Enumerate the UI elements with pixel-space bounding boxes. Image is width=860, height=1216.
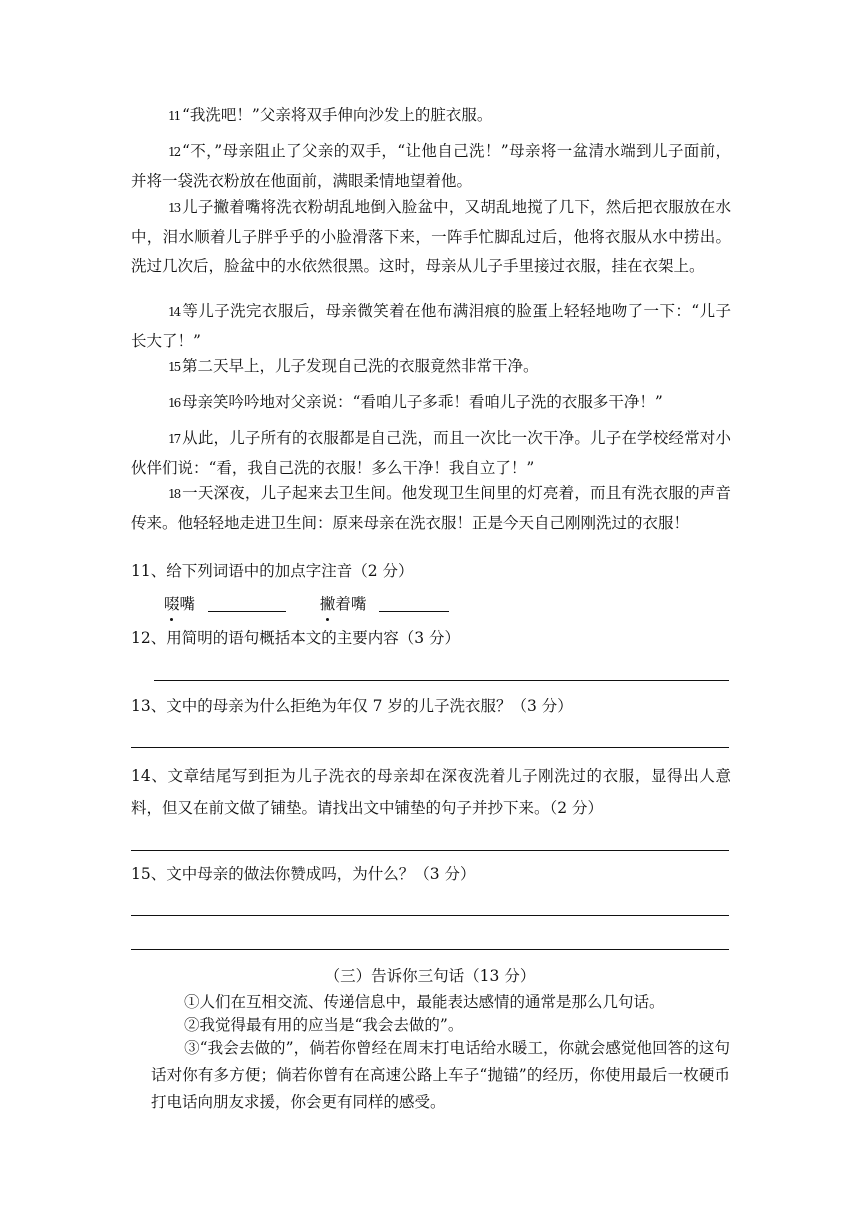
paragraph-text: 第二天早上，儿子发现自己洗的衣服竟然非常干净。 <box>182 357 539 375</box>
paragraph-number: 15 <box>168 360 180 374</box>
paragraph-13 <box>131 193 731 281</box>
paragraph-15 <box>131 352 731 382</box>
paragraph-number: 11 <box>168 109 180 123</box>
paragraph-16 <box>131 388 731 418</box>
paragraph-number: 14 <box>168 305 180 319</box>
paragraph-12 <box>131 137 731 196</box>
question-15: 15、文中母亲的做法你赞成吗，为什么？（3 分） <box>131 865 476 883</box>
answer-blank-1[interactable] <box>208 597 286 612</box>
paragraph-14 <box>131 297 731 356</box>
paragraph-number: 18 <box>168 487 180 501</box>
dotted-character: 撇 <box>320 590 336 619</box>
section-title: （三）告诉你三句话（13 分） <box>324 967 536 985</box>
answer-line-13[interactable] <box>131 747 729 748</box>
question-11: 11、给下列词语中的加点字注音（2 分） <box>131 562 414 580</box>
word-remainder: 嘴 <box>179 595 196 613</box>
pinyin-answer-row <box>164 590 449 619</box>
dotted-character: 啜 <box>164 590 180 619</box>
paragraph-text: 等儿子洗完衣服后，母亲微笑着在他布满泪痕的脸蛋上轻轻地吻了一下：“儿子长大了！” <box>131 302 731 350</box>
answer-line-15a[interactable] <box>131 915 729 916</box>
question-14: 14、文章结尾写到拒为儿子洗衣的母亲却在深夜洗着儿子刚洗过的衣服，显得出人意料，但又在前文做了铺垫。请找出文中铺垫的句子并抄下来。（2 分） <box>131 767 731 817</box>
paragraph-text: 母亲笑吟吟地对父亲说：“看咱儿子多乖！看咱儿子洗的衣服多干净！” <box>182 393 663 411</box>
paragraph-number: 12 <box>168 145 180 159</box>
paragraph-17 <box>131 424 731 483</box>
answer-line-14[interactable] <box>131 850 729 851</box>
section3-paragraph-3 <box>151 1035 730 1116</box>
question-12: 12、用简明的语句概括本文的主要内容（3 分） <box>131 629 461 647</box>
paragraph-number: 17 <box>168 432 180 446</box>
paragraph-text: 儿子撇着嘴将洗衣粉胡乱地倒入脸盆中，又胡乱地搅了几下，然后把衣服放在水中，泪水顺着儿子胖乎乎的小脸滑落下来，一阵手忙脚乱过后，他将衣服从水中捞出。洗过几次后，脸盆中的水依然很黑。这时，母亲从儿子手里接过衣服，挂在衣架上。 <box>131 198 731 275</box>
answer-line-12[interactable] <box>154 680 729 681</box>
paragraph-number: 16 <box>168 396 180 410</box>
question-13: 13、文中的母亲为什么拒绝为年仅 7 岁的儿子洗衣服？（3 分） <box>131 697 573 715</box>
paragraph-text: 一天深夜，儿子起来去卫生间。他发现卫生间里的灯亮着，而且有洗衣服的声音传来。他轻轻地走进卫生间：原来母亲在洗衣服！正是今天自己刚刚洗过的衣服！ <box>131 484 731 532</box>
paragraph-18 <box>131 479 731 538</box>
paragraph-number: 13 <box>168 201 180 215</box>
paragraph-text: “我洗吧！”父亲将双手伸向沙发上的脏衣服。 <box>182 106 493 124</box>
section3-paragraph-2: ②我觉得最有用的应当是“我会去做的”。 <box>184 1016 464 1034</box>
paragraph-11 <box>131 101 731 131</box>
paragraph-text: 从此，儿子所有的衣服都是自己洗，而且一次比一次干净。儿子在学校经常对小伙伴们说：“看，我自己洗的衣服！多么干净！我自立了！” <box>131 429 731 477</box>
section3-paragraph-1: ①人们在互相交流、传递信息中，最能表达感情的通常是那么几句话。 <box>184 993 665 1011</box>
answer-blank-2[interactable] <box>379 597 449 612</box>
answer-line-15b[interactable] <box>131 949 729 950</box>
section3-paragraph-3-text: ③“我会去做的”，倘若你曾经在周末打电话给水暖工，你就会感觉他回答的这句话对你有多方便；倘若你曾有在高速公路上车子“抛锚”的经历，你使用最后一枚硬币打电话向朋友求援，你会更有同样的感受。 <box>151 1039 730 1111</box>
paragraph-text: “不，”母亲阻止了父亲的双手，“让他自己洗！”母亲将一盆清水端到儿子面前，并将一袋洗衣粉放在他面前，满眼柔情地望着他。 <box>131 142 731 190</box>
word-remainder: 着嘴 <box>335 595 367 613</box>
